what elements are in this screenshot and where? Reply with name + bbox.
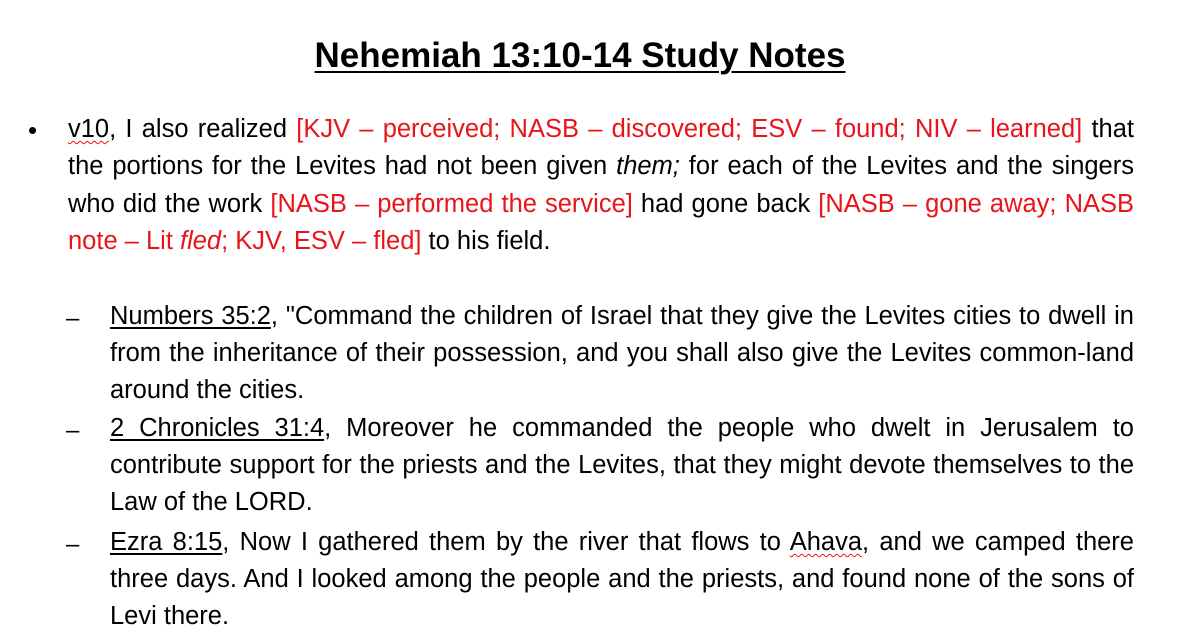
scripture-ref: Ezra 8:15	[110, 528, 223, 556]
translation-note-1: [KJV – perceived; NASB – discovered; ESV – found; NIV – learned]	[296, 115, 1083, 143]
subpoint-ezra	[110, 524, 1134, 635]
subpoint-chronicles	[110, 410, 1134, 521]
translation-note-3a: [NASB – gone away; NASB note – Lit	[68, 189, 1135, 256]
subpoint-numbers	[110, 298, 1134, 409]
dash-marker: –	[66, 531, 80, 558]
verse-text-1: , I also realized	[109, 115, 297, 143]
verse-text-2: that the portions for the Levites had not been given	[68, 115, 1134, 181]
verse-text-3: for each of the Levites and the singers who did the work	[68, 152, 1134, 218]
translation-note-3-italic: fled	[180, 227, 222, 256]
bullet-marker: •	[28, 115, 38, 145]
subpoint-text: , Moreover he commanded the people who dwelt in Jerusalem to contribute support for the priests and the Levites, that they might devote themselves to the Law of the LORD.	[110, 414, 1134, 516]
subpoint-text-b: , and we camped there three days. And I looked among the people and the priests, and found none of the sons of Levi there.	[110, 528, 1134, 630]
verse-ref: v10	[68, 115, 110, 143]
verse-italic-them: them;	[616, 152, 680, 181]
subpoint-text: , "Command the children of Israel that they give the Levites cities to dwell in from the inheritance of their possession, and you shall also give the Levites common-land around the cities.	[110, 302, 1134, 404]
dash-marker: –	[66, 417, 80, 444]
translation-note-2: [NASB – performed the service]	[270, 189, 633, 218]
scripture-ref: Numbers 35:2	[110, 302, 271, 330]
scripture-ref: 2 Chronicles 31:4	[110, 414, 325, 442]
subpoint-text-a: , Now I gathered them by the river that flows to	[222, 528, 790, 556]
verse-paragraph	[68, 111, 1134, 261]
translation-note-3b: ; KJV, ESV – fled]	[221, 227, 422, 256]
verse-text-5: to his field.	[421, 227, 551, 256]
verse-text-4: had gone back	[632, 189, 819, 218]
page-title: Nehemiah 13:10-14 Study Notes	[314, 36, 846, 75]
spellcheck-word: Ahava	[789, 528, 863, 556]
dash-marker: –	[66, 305, 80, 332]
